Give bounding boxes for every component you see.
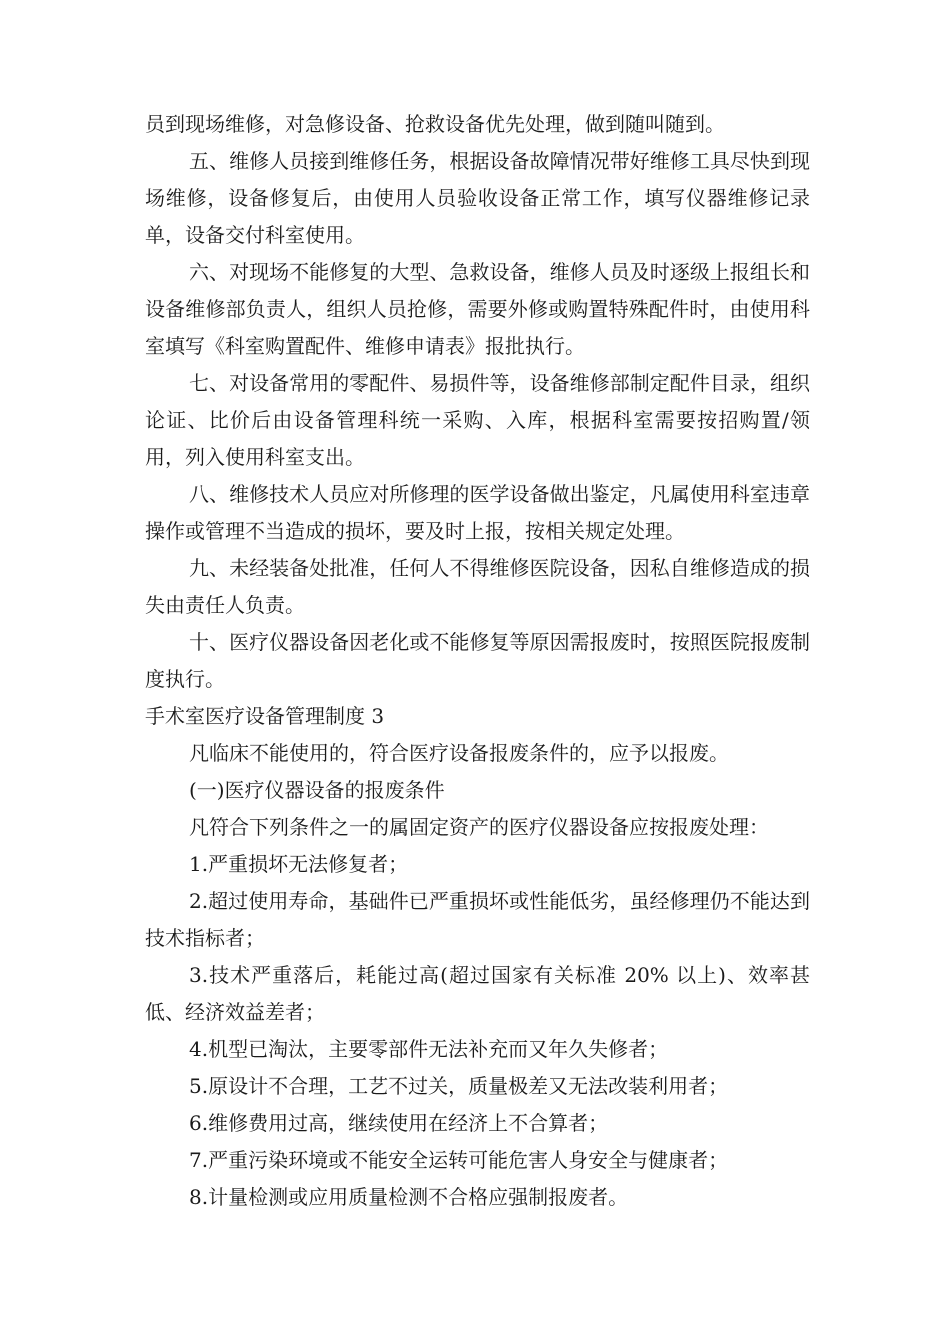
section-title: 手术室医疗设备管理制度 3 [145, 704, 385, 728]
paragraph-item-9: 九、未经装备处批准，任何人不得维修医院设备，因私自维修造成的损失由责任人负责。 [145, 556, 810, 617]
paragraph-item-8: 八、维修技术人员应对所修理的医学设备做出鉴定，凡属使用科室违章操作或管理不当造成的损坏，要及时上报，按相关规定处理。 [145, 482, 810, 543]
criteria-item-5: 5.原设计不合理，工艺不过关，质量极差又无法改装利用者； [189, 1074, 729, 1098]
paragraph-item-10: 十、医疗仪器设备因老化或不能修复等原因需报废时，按照医院报废制度执行。 [145, 630, 810, 691]
criteria-item-6: 6.维修费用过高，继续使用在经济上不合算者； [189, 1111, 609, 1135]
criteria-item-4: 4.机型已淘汰，主要零部件无法补充而又年久失修者； [189, 1037, 669, 1061]
section-intro: 凡临床不能使用的，符合医疗设备报废条件的，应予以报废。 [189, 741, 729, 765]
document-body [145, 106, 810, 1216]
criteria-item-3: 3.技术严重落后，耗能过高(超过国家有关标准 20% 以上)、效率甚低、经济效益差者； [145, 963, 810, 1024]
subsection-heading: (一)医疗仪器设备的报废条件 [189, 778, 445, 802]
criteria-item-7: 7.严重污染环境或不能安全运转可能危害人身安全与健康者； [189, 1148, 729, 1172]
paragraph-item-5: 五、维修人员接到维修任务，根据设备故障情况带好维修工具尽快到现场维修，设备修复后，由使用人员验收设备正常工作，填写仪器维修记录单，设备交付科室使用。 [145, 149, 810, 247]
criteria-item-1: 1.严重损坏无法修复者； [189, 852, 409, 876]
paragraph-item-6: 六、对现场不能修复的大型、急救设备，维修人员及时逐级上报组长和设备维修部负责人，组织人员抢修，需要外修或购置特殊配件时，由使用科室填写《科室购置配件、维修申请表》报批执行。 [145, 260, 810, 358]
criteria-lead: 凡符合下列条件之一的属固定资产的医疗仪器设备应按报废处理： [189, 815, 769, 839]
paragraph-continuation: 员到现场维修，对急修设备、抢救设备优先处理，做到随叫随到。 [145, 112, 725, 136]
criteria-item-2: 2.超过使用寿命，基础件已严重损坏或性能低劣，虽经修理仍不能达到技术指标者； [145, 889, 810, 950]
criteria-item-8: 8.计量检测或应用质量检测不合格应强制报废者。 [189, 1185, 629, 1209]
paragraph-item-7: 七、对设备常用的零配件、易损件等，设备维修部制定配件目录，组织论证、比价后由设备管理科统一采购、入库，根据科室需要按招购置/领用，列入使用科室支出。 [145, 371, 810, 469]
